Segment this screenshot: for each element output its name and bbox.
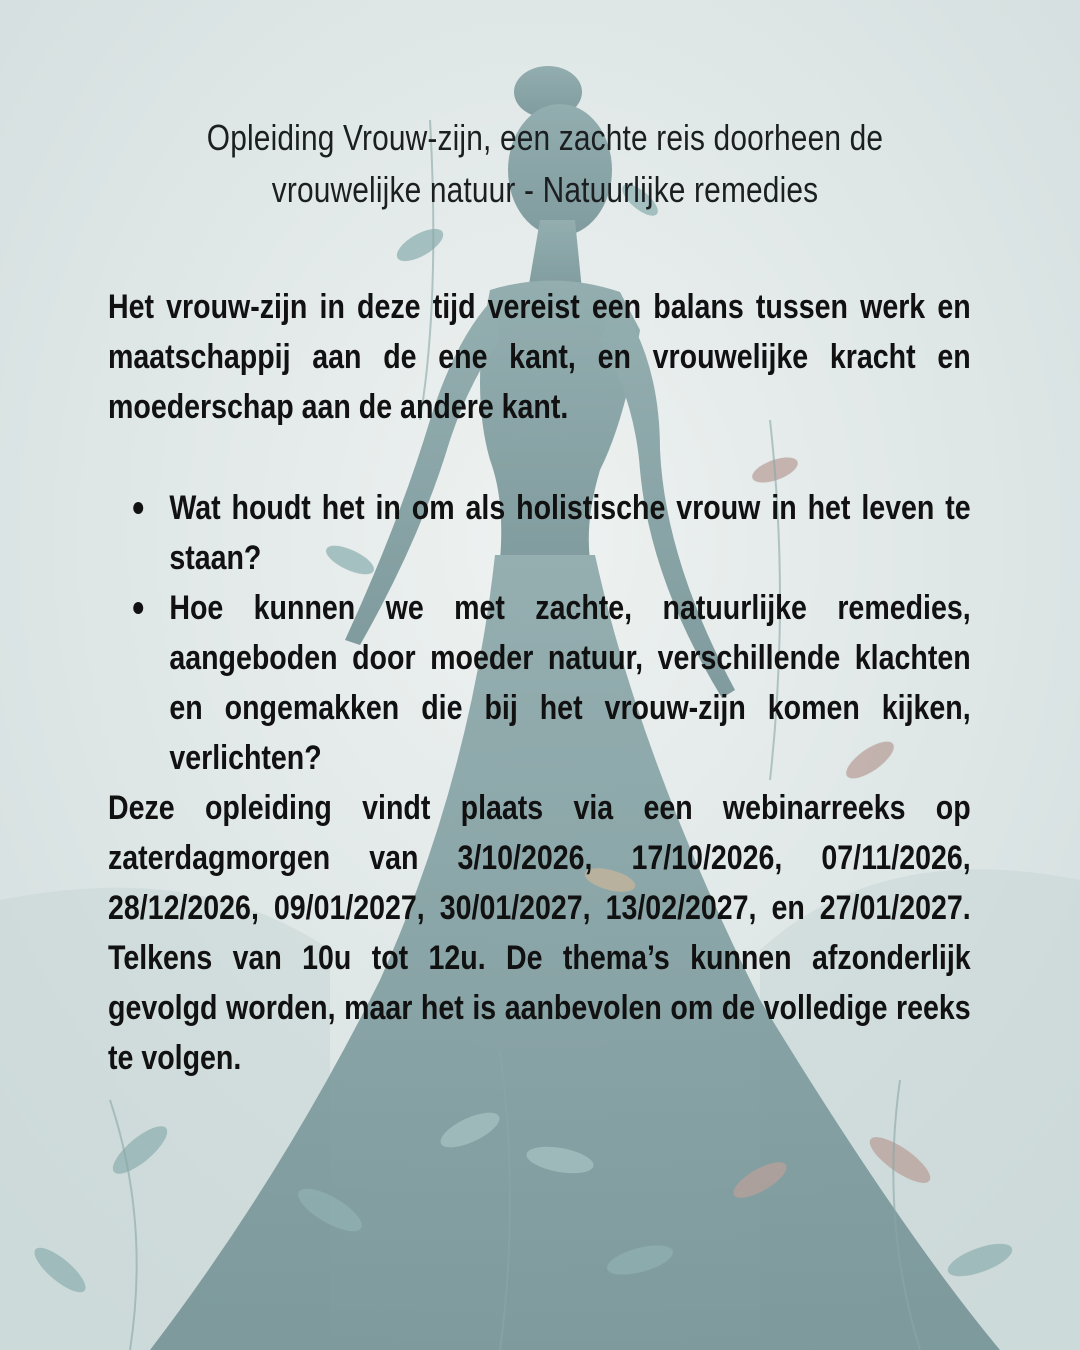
schedule-paragraph: Deze opleiding vindt plaats via een webinarreeks op zaterdagmorgen van 3/10/2026, 17/10/2026, 07/11/2026, 28/12/2026, 09/01/2027, 30/01/2027, 13/02/2027, en 27/01/2027. Telkens van 10u tot 12u. De thema’s kunnen afzonderlijk gevolgd worden, maar het is aanbevolen om de volledige reeks te volgen. bbox=[108, 789, 971, 1077]
intro-paragraph: Het vrouw-zijn in deze tijd vereist een balans tussen werk en maatschappij aan de ene kant, en vrouwelijke kracht en moederschap aan de andere kant. bbox=[108, 288, 971, 426]
page-title: Opleiding Vrouw-zijn, een zachte reis doorheen de vrouwelijke natuur - Natuurlijke remedies bbox=[206, 117, 884, 210]
bullet-icon bbox=[133, 502, 143, 514]
question-list bbox=[108, 483, 971, 783]
bullet-icon bbox=[133, 602, 143, 614]
list-item-text: Hoe kunnen we met zachte, natuurlijke remedies, aangeboden door moeder natuur, verschillende klachten en ongemakken die bij het vrouw-zijn komen kijken, verlichten? bbox=[169, 589, 971, 777]
list-item bbox=[108, 583, 971, 783]
list-item bbox=[108, 483, 971, 583]
list-item-text: Wat houdt het in om als holistische vrouw in het leven te staan? bbox=[169, 489, 971, 577]
